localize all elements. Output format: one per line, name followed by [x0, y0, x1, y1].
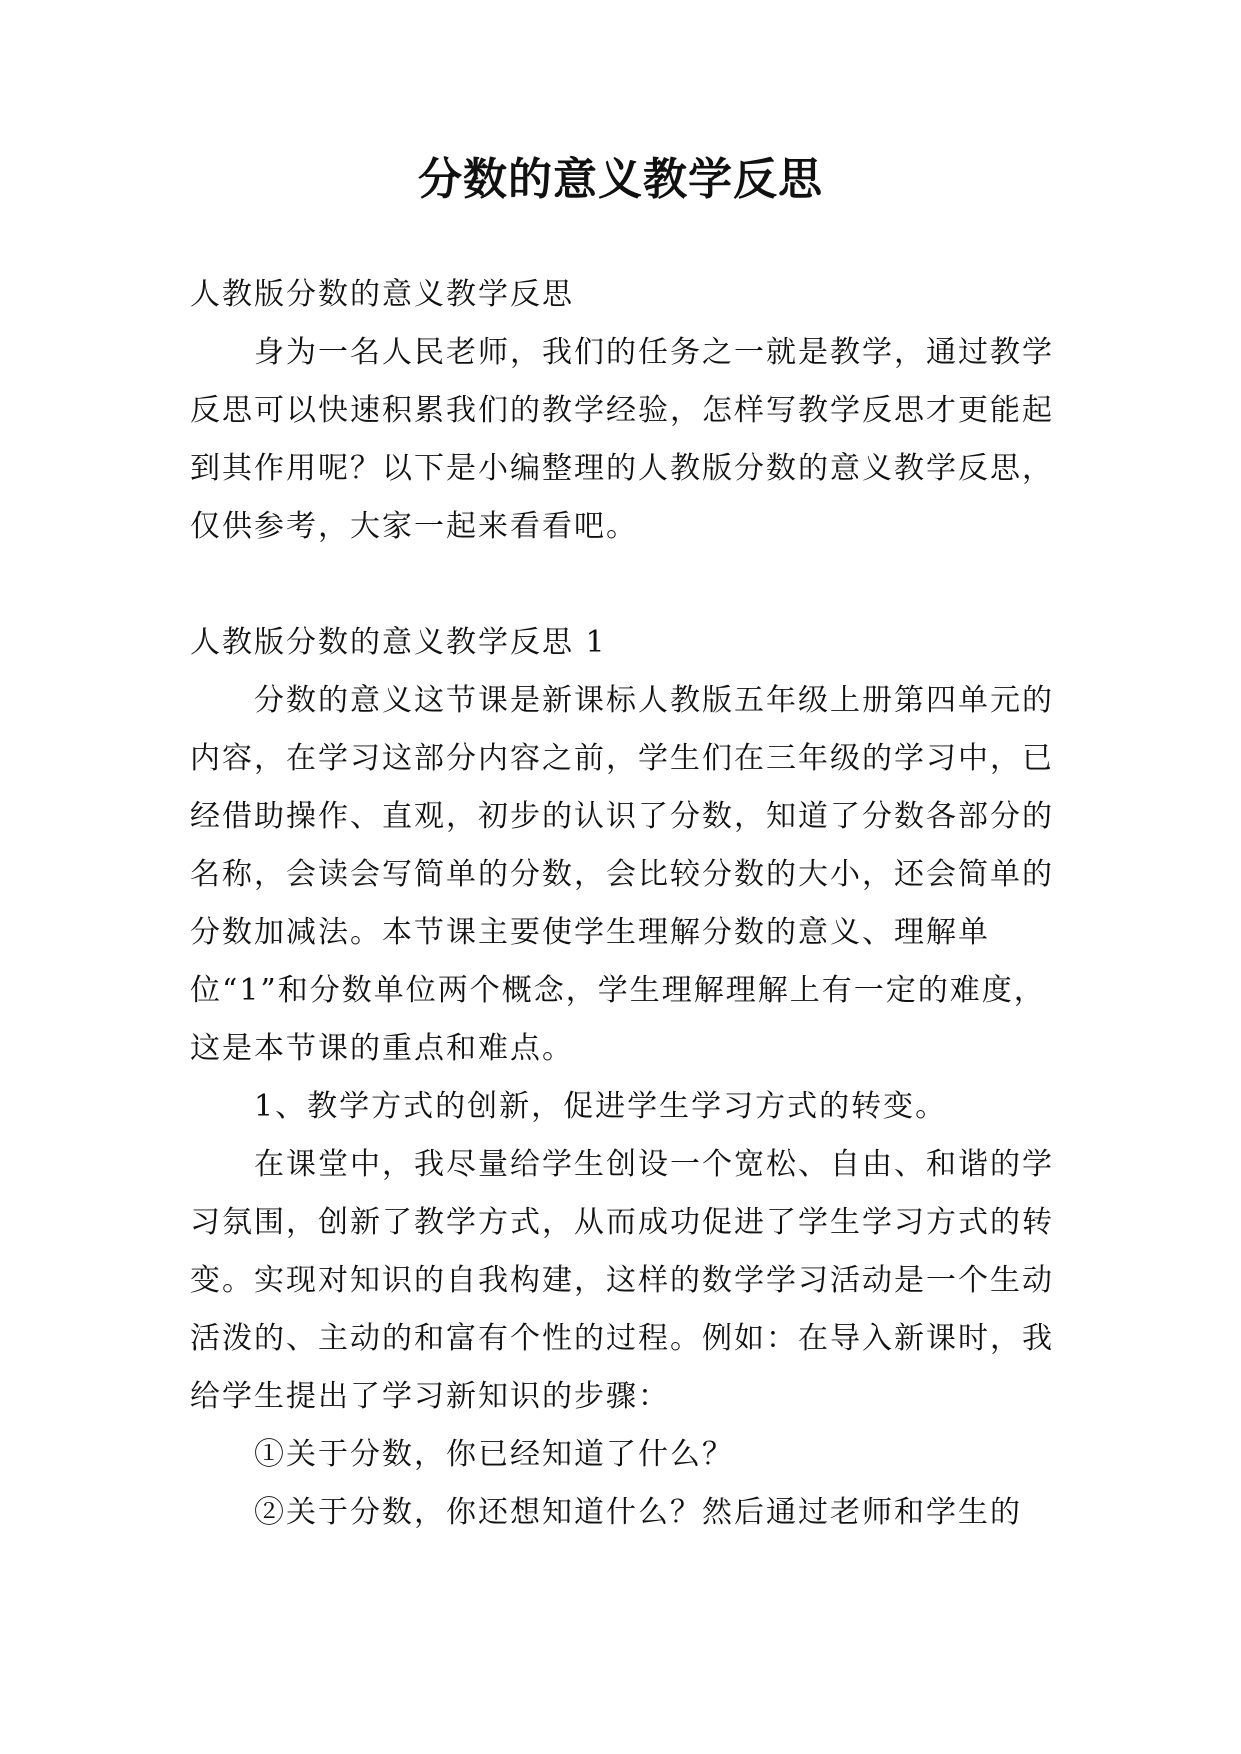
section-spacer [190, 556, 1060, 614]
section1-list-item: ①关于分数，你已经知道了什么？ [254, 1437, 734, 1472]
document-body [190, 266, 1060, 1542]
section1-list-item: ②关于分数，你还想知道什么？然后通过老师和学生的 [254, 1495, 1022, 1530]
section1-paragraph: 在课堂中，我尽量给学生创设一个宽松、自由、和谐的学习氛围，创新了教学方式，从而成功促进了学生学习方式的转变。实现对知识的自我构建，这样的数学学习活动是一个生动活泼的、主动的和富有个性的过程。例如：在导入新课时，我给学生提出了学习新知识的步骤： [190, 1147, 1054, 1414]
intro-heading: 人教版分数的意义教学反思 [190, 277, 574, 312]
intro-paragraph: 身为一名人民老师，我们的任务之一就是教学，通过教学反思可以快速积累我们的教学经验，怎样写教学反思才更能起到其作用呢？以下是小编整理的人教版分数的意义教学反思，仅供参考，大家一起来看看吧。 [190, 335, 1054, 544]
document-title: 分数的意义教学反思 [418, 154, 823, 205]
section1-heading: 人教版分数的意义教学反思 1 [190, 625, 607, 660]
section1-point-heading: 1、教学方式的创新，促进学生学习方式的转变。 [254, 1089, 948, 1124]
section1-paragraph: 分数的意义这节课是新课标人教版五年级上册第四单元的内容，在学习这部分内容之前，学生们在三年级的学习中，已经借助操作、直观，初步的认识了分数，知道了分数各部分的名称，会读会写简单的分数，会比较分数的大小，还会简单的分数加减法。本节课主要使学生理解分数的意义、理解单位“1”和分数单位两个概念，学生理解理解上有一定的难度，这是本节课的重点和难点。 [190, 683, 1054, 1066]
